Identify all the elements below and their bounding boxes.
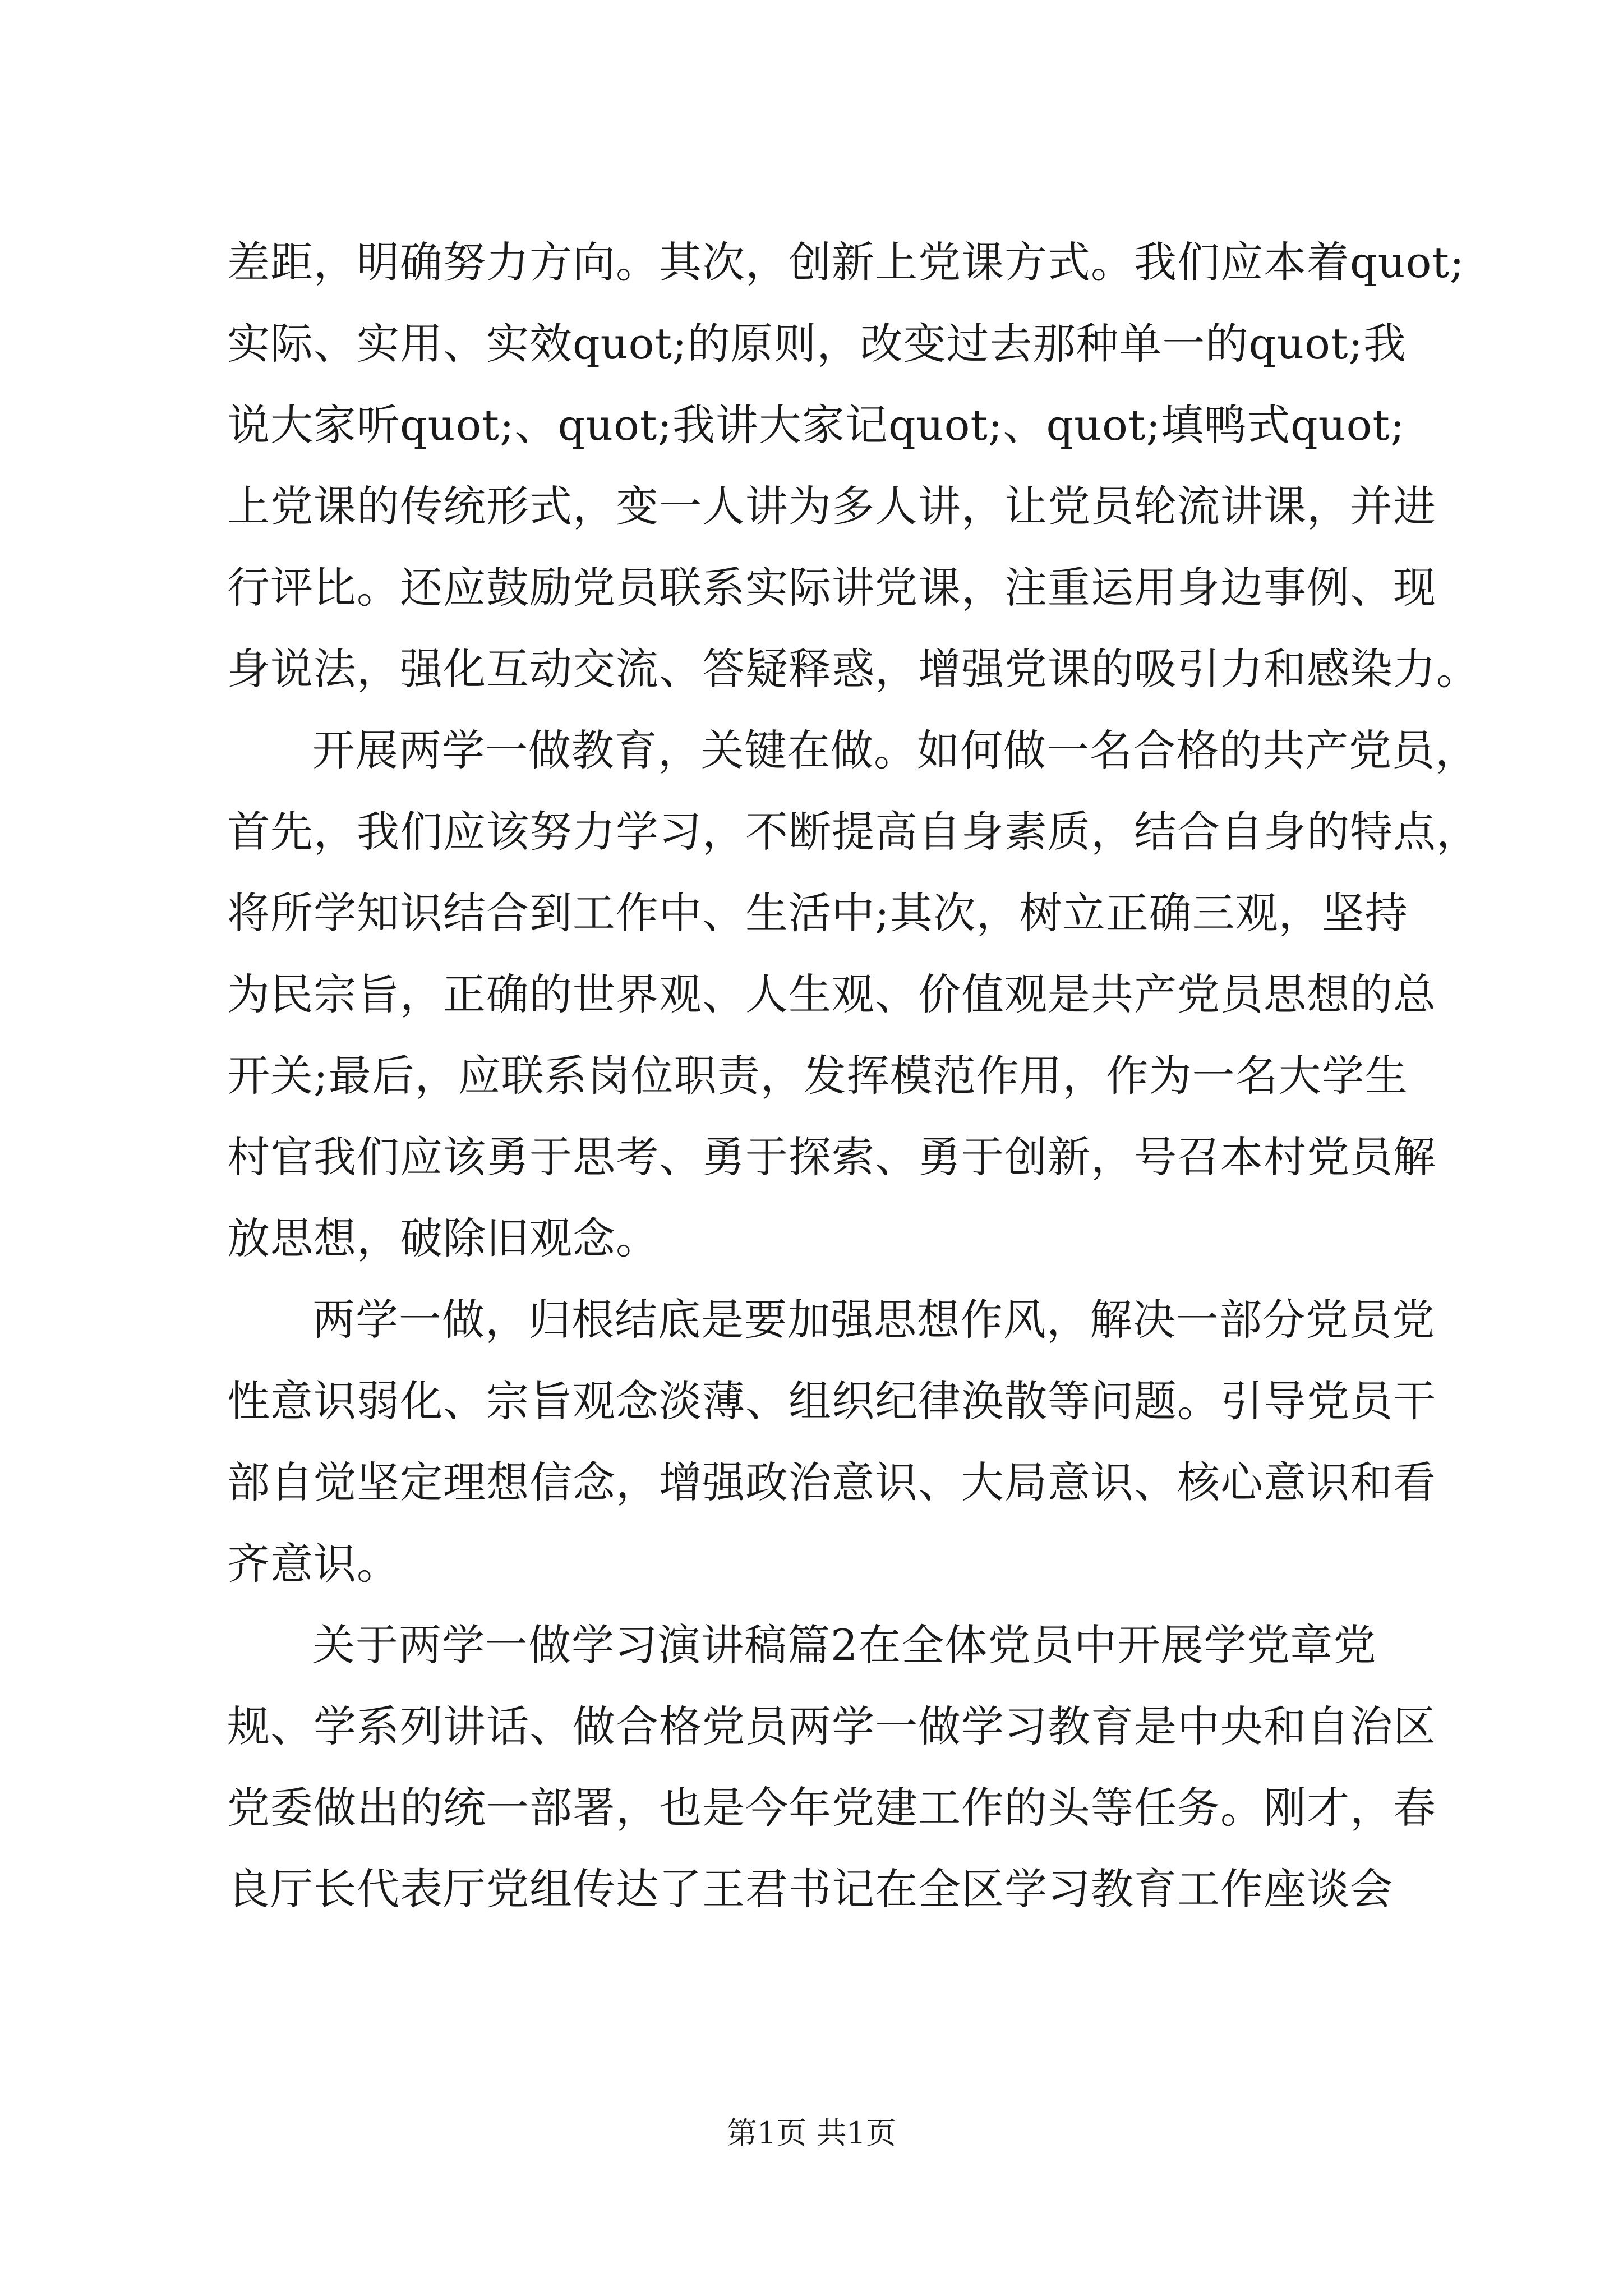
text-line: 关于两学一做学习演讲稿篇2在全体党员中开展学党章党 xyxy=(312,1620,1377,1670)
text-line: 说大家听quot;、quot;我讲大家记quot;、quot;填鸭式quot; xyxy=(227,400,1405,450)
text-line: 党委做出的统一部署，也是今年党建工作的头等任务。刚才，春 xyxy=(227,1783,1436,1833)
text-line: 良厅长代表厅党组传达了王君书记在全区学习教育工作座谈会 xyxy=(227,1864,1393,1914)
text-line: 齐意识。 xyxy=(227,1539,400,1589)
text-line: 身说法，强化互动交流、答疑释惑，增强党课的吸引力和感染力。 xyxy=(227,644,1479,694)
text-line: 部自觉坚定理想信念，增强政治意识、大局意识、核心意识和看 xyxy=(227,1457,1436,1507)
text-line: 行评比。还应鼓励党员联系实际讲党课，注重运用身边事例、现 xyxy=(227,563,1436,613)
text-line: 开关;最后，应联系岗位职责，发挥模范作用，作为一名大学生 xyxy=(227,1051,1408,1101)
text-line: 首先，我们应该努力学习，不断提高自身素质，结合自身的特点， xyxy=(227,807,1479,857)
text-line: 两学一做，归根结底是要加强思想作风，解决一部分党员党 xyxy=(312,1295,1435,1345)
text-line: 实际、实用、实效quot;的原则，改变过去那种单一的quot;我 xyxy=(227,319,1407,369)
text-line: 差距，明确努力方向。其次，创新上党课方式。我们应本着quot; xyxy=(227,237,1465,287)
text-line: 村官我们应该勇于思考、勇于探索、勇于创新，号召本村党员解 xyxy=(227,1132,1436,1182)
text-line: 规、学系列讲话、做合格党员两学一做学习教育是中央和自治区 xyxy=(227,1701,1436,1751)
text-line: 上党课的传统形式，变一人讲为多人讲，让党员轮流讲课，并进 xyxy=(227,481,1436,531)
text-line: 将所学知识结合到工作中、生活中;其次，树立正确三观，坚持 xyxy=(227,888,1408,938)
text-line: 放思想，破除旧观念。 xyxy=(227,1213,659,1263)
text-line: 开展两学一做教育，关键在做。如何做一名合格的共产党员， xyxy=(312,725,1478,775)
body-text xyxy=(227,222,1479,1930)
text-line: 为民宗旨，正确的世界观、人生观、价值观是共产党员思想的总 xyxy=(227,969,1436,1019)
page-number-footer: 第1页 共1页 xyxy=(727,2115,896,2151)
text-line: 性意识弱化、宗旨观念淡薄、组织纪律涣散等问题。引导党员干 xyxy=(227,1376,1436,1426)
